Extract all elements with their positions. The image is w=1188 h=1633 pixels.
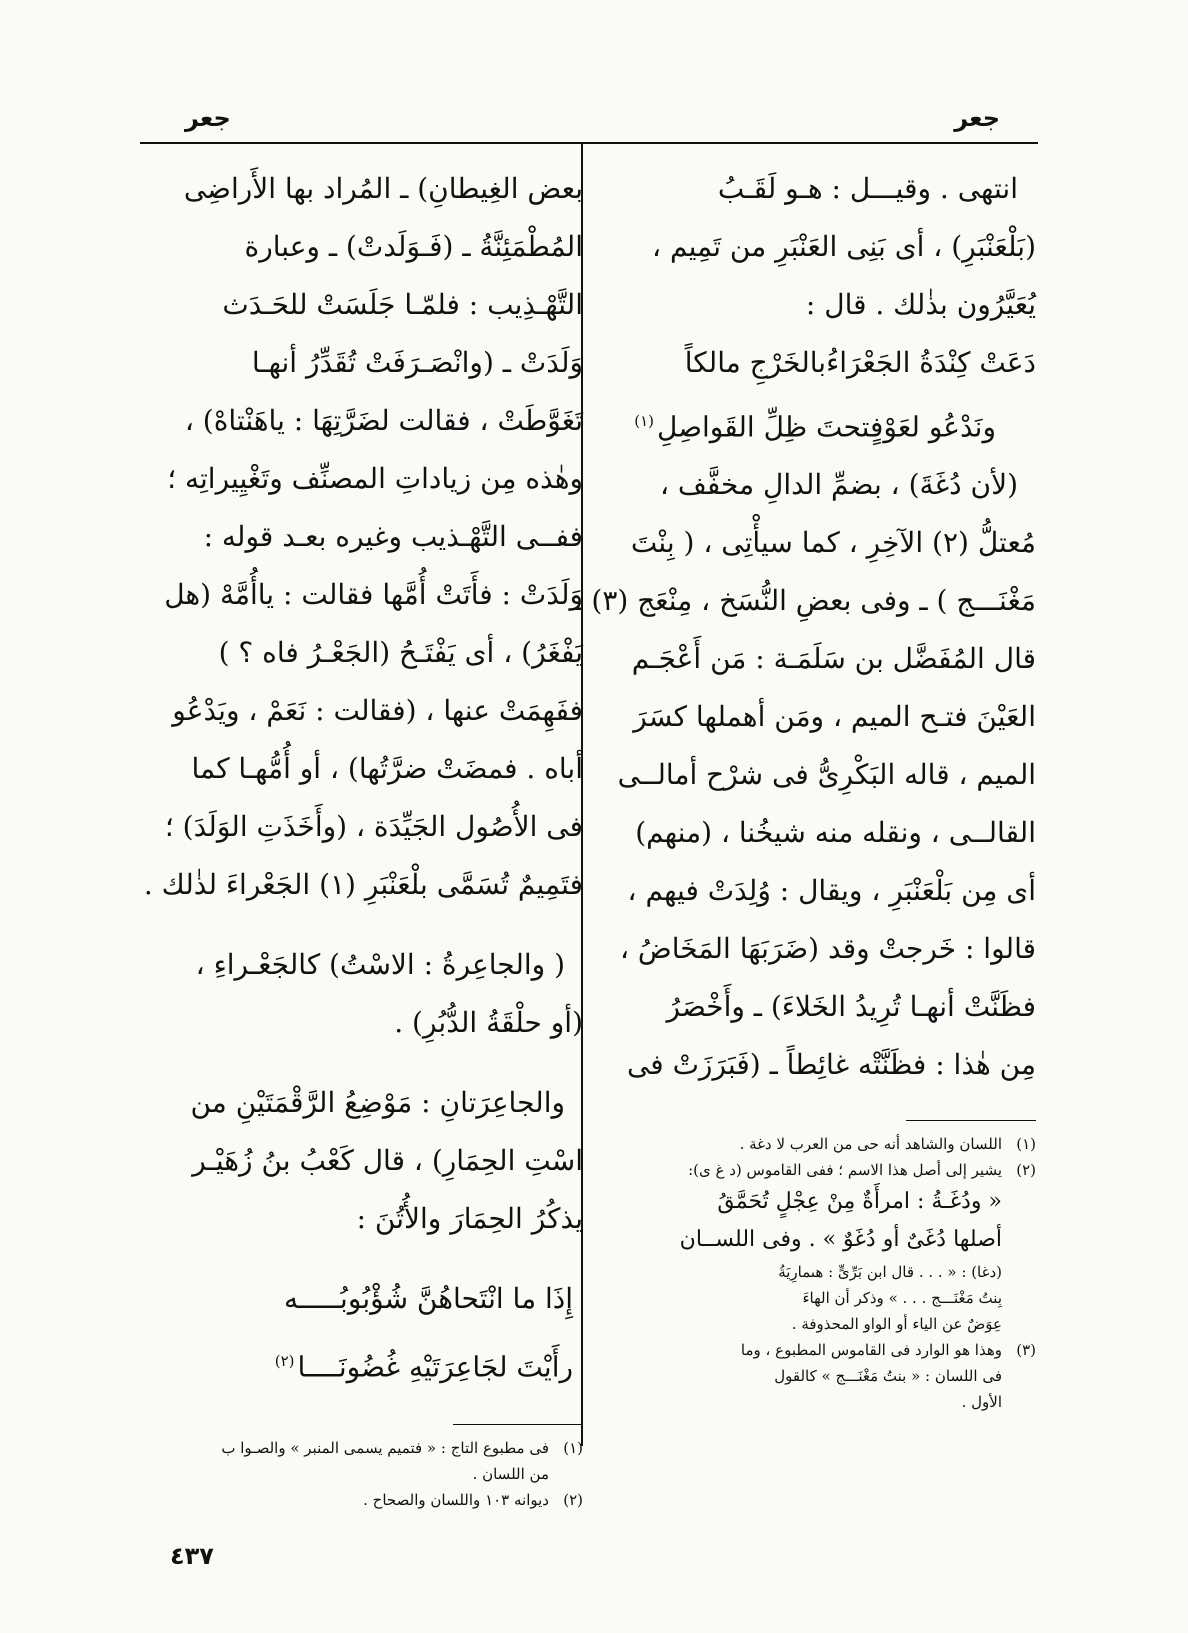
text-line: فى الأُصُول الجَيِّدَة ، (وأَخَذَتِ الوَلَدَ) ؛: [164, 810, 583, 843]
poem-line: [143, 1330, 583, 1398]
footnote-number: (١): [563, 1439, 583, 1458]
left-footnotes: [143, 1435, 583, 1513]
poem: [143, 1268, 583, 1398]
text-line: ففَهِمَتْ عنها ، (فقالت : نَعَمْ ، ويَدْعُو: [172, 694, 583, 727]
footnote-text: عِوَضٌ عن الياء أو الواو المحذوفة .: [791, 1315, 1002, 1334]
text-line: بعض الغِيطانِ) ـ المُراد بها الأَراضِى: [183, 172, 583, 205]
text-line: (بَلْعَنْبَرِ) ، أى بَنِى العَنْبَرِ من تَمِيم ،: [652, 230, 1036, 263]
verse-line: [611, 392, 1036, 456]
footnote-text: ديوانه ١٠٣ واللسان والصحاح .: [363, 1491, 549, 1510]
footnote-text: وهذا هو الوارد فى القاموس المطبوع ، وما: [740, 1341, 1002, 1360]
spacer: [143, 914, 583, 936]
header-rule: [140, 142, 1038, 144]
footnote-text: فى مطبوع التاج : « فتميم يسمى المنبر » والصـوا ب: [221, 1439, 549, 1458]
text-line: وَلَدَتْ ـ (وانْصَـرَفَتْ تُقَدِّرُ أنهـا: [251, 346, 583, 379]
text-line: فتَمِيمٌ تُسَمَّى بلْعَنْبَرِ (١) الجَعْراءَ لذٰلك .: [143, 868, 583, 901]
text-line: ففــى التَّهْـذيب وغيره بعـد قوله :: [203, 520, 583, 553]
text-line: أى مِن بَلْعَنْبَرِ ، ويقال : وُلِدَتْ فيهم ،: [627, 874, 1036, 908]
text-line: مَغْنَـــج ) ـ وفى بعضِ النُّسَخ ، مِنْعَج (٣) ـ: [574, 584, 1036, 618]
footnote-number: (٣): [1016, 1341, 1036, 1360]
text-line: وَلَدَتْ : فأَتَتْ أُمَّها فقالت : ياأُمَّهْ (هل: [164, 578, 583, 611]
right-footnotes: [611, 1131, 1036, 1415]
footnote-text: « ودُغَـةُ : امرأَةٌ مِنْ عِجْلٍ تُحَمَّقُ: [717, 1189, 1002, 1215]
footnote-body: [143, 1435, 549, 1487]
poem-line: إِذَا ما انْتَحاهُنَّ شُؤْبُوبُـــــه: [284, 1282, 573, 1315]
text-line: قالوا : خَرجتْ وقد (ضَرَبَهَا المَخَاضُ ،: [619, 932, 1036, 966]
text-line: المُطْمَئِنَّةُ ـ (فَـوَلَدتْ) ـ وعبارة: [244, 230, 583, 263]
text-line: قال المُفَضَّل بن سَلَمَـة : مَن أَعْجَـم: [631, 642, 1036, 676]
text-line: (لأن دُغَةَ) ، بضمِّ الدالِ مخفَّف ،: [659, 468, 1018, 502]
text-line: العَيْنَ فتـح الميم ، ومَن أهملها كسَرَ: [633, 700, 1036, 734]
text-line: يَفْغَرُ) ، أى يَفْتَـحُ (الجَعْـرُ فاه ؟ ): [218, 636, 583, 669]
page-number: ٤٣٧: [170, 1542, 214, 1570]
footnote-ref: (١): [634, 412, 655, 430]
footnote: [143, 1487, 583, 1513]
verse-line: دَعَتْ كِنْدَةُ الجَعْرَاءُبالخَرْجِ مالكاً: [684, 346, 1036, 379]
footnote-text: (دغا) : « . . . قال ابن بَرِّىٍّ : هىمارِيَةُ: [778, 1263, 1002, 1282]
footnote-text: بِنتُ مَغْنَـــج . . . » وذكر أن الهاءَ: [802, 1289, 1002, 1308]
header-word-right: جعر: [954, 104, 1000, 132]
footnote-text: أصلها دُغَىٌ أو دُغَوٌ » . وفى اللســان: [679, 1227, 1002, 1253]
text-line: تَغَوَّطَتْ ، فقالت لضَرَّتِهَا : ياهَنْتاهْ) ،: [184, 404, 583, 437]
footnote-number: (٢): [563, 1491, 583, 1510]
verse-text: ونَدْعُو لعَوْفٍتحتَ ظِلِّ القَواصِلِ: [657, 410, 996, 444]
spacer: [143, 1052, 583, 1074]
text-line: الميم ، قاله البَكْرِىُّ فى شرْح أمالــى: [617, 758, 1036, 792]
footnote-text: فى اللسان : « بنتُ مَغْنَـــج » كالقول: [774, 1367, 1002, 1386]
footnote-rule: [906, 1120, 1036, 1121]
left-column: [143, 160, 583, 1513]
footnote-text: اللسان والشاهد أنه حى من العرب لا دغة .: [739, 1135, 1002, 1154]
text-line: والجاعِرَتانِ : مَوْضِعُ الرَّقْمَتَيْنِ من: [190, 1086, 565, 1119]
footnote-ref: (٢): [274, 1352, 295, 1370]
footnote-number: (١): [1016, 1135, 1036, 1154]
text-line: أباه . فمضَتْ ضرَّتُها) ، أو أُمُّهـا كما: [191, 752, 583, 785]
footnote: [611, 1157, 1036, 1337]
footnote-body: [611, 1337, 1002, 1415]
text-line: التَّهْـذِيب : فلمّـا جَلَسَتْ للحَـدَث: [222, 288, 583, 321]
text-line: ( والجاعِرةُ : الاسْتُ) كالجَعْـراءِ ،: [195, 948, 565, 981]
text-line: مِن هٰذا : فظَنَّتْه غائِطاً ـ (فَبَرَزَتْ فى: [626, 1048, 1036, 1082]
text-line: (أو حلْقَةُ الدُّبُرِ) .: [394, 1006, 583, 1039]
poem-text: رأَيْتَ لجَاعِرَتَيْهِ غُضُونَــــا: [297, 1350, 573, 1384]
text-line: يذكُرُ الحِمَارَ والأُتُنَ :: [356, 1202, 583, 1235]
header-word-left: جعر: [185, 104, 231, 132]
footnote: [611, 1131, 1036, 1157]
footnote-body: [611, 1157, 1002, 1337]
footnote: [143, 1435, 583, 1487]
text-line: اسْتِ الحِمَارِ) ، قال كَعْبُ بنُ زُهَيْـر: [192, 1144, 583, 1177]
text-line: انتهى . وقيـــل : هـو لَقَـبُ: [717, 172, 1018, 205]
text-line: يُعَيَّرُون بذٰلك . قال :: [805, 288, 1036, 321]
right-column: [574, 160, 1036, 1415]
footnote-text: الأول .: [961, 1393, 1002, 1412]
text-line: فظَنَّتْ أنهـا تُرِيدُ الخَلاءَ) ـ وأَخْصَرُ: [666, 990, 1036, 1024]
footnote-text: من اللسان .: [472, 1465, 549, 1484]
text-line: وهٰذه مِن زياداتِ المصنِّف وتَغْيِيراتِه ؛: [167, 462, 583, 495]
footnote: [611, 1337, 1036, 1415]
footnote-number: (٢): [1016, 1161, 1036, 1180]
footnote-text: يشير إلى أصل هذا الاسم ؛ ففى القاموس (د غ ى):: [688, 1161, 1002, 1180]
footnote-rule: [453, 1424, 583, 1425]
text-line: مُعتلُّ (٢) الآخِرِ ، كما سيأْتِى ، ( بِنْتَ: [630, 526, 1036, 560]
text-line: القالــى ، ونقله منه شيخُنا ، (منهم): [635, 816, 1036, 850]
